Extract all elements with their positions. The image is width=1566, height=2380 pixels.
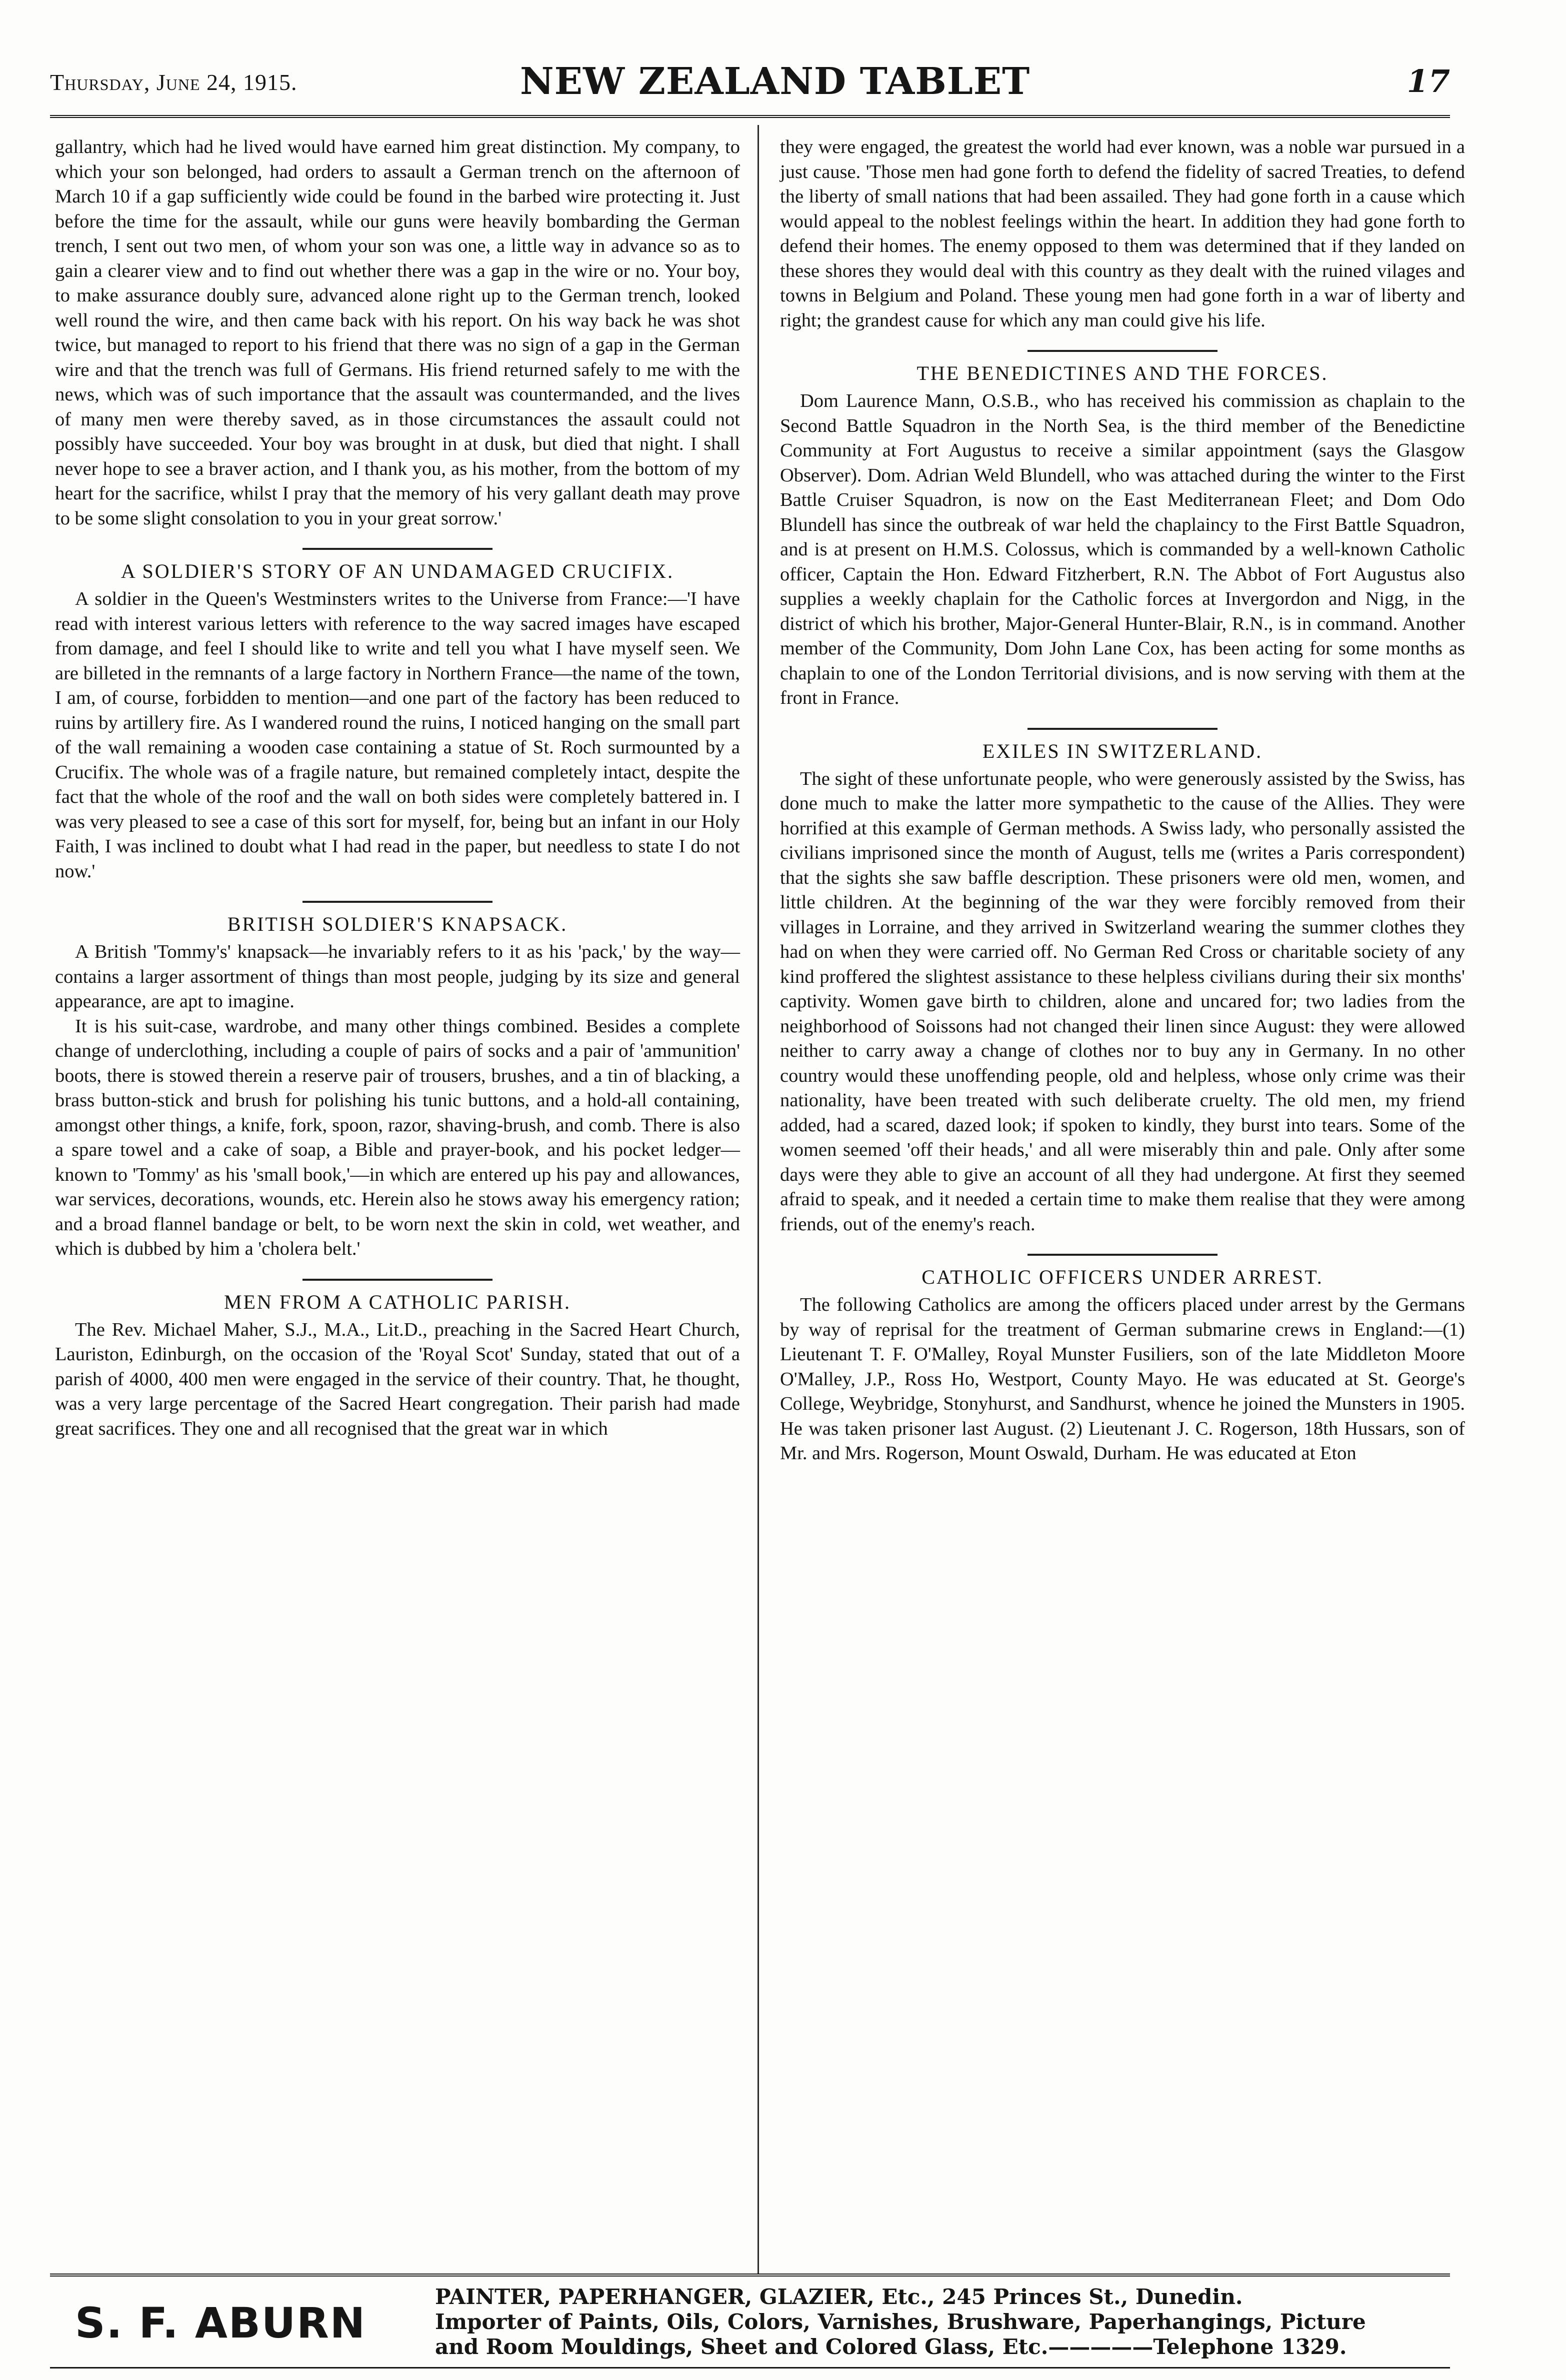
left-column: [55, 135, 740, 1441]
letter-continuation: gallantry, which had he lived would have earned him great distinction. My company, to which your son belonged, had orders to assault a German trench on the afternoon of March 10 if a gap sufficiently wide could be found in the barbed wire protecting it. Just before the time for the assault, while our guns were heavily bombarding the German trench, I sent out two men, of whom your son was one, a little way in advance so as to gain a clearer view and to find out whether there was a gap in the wire or no. Your boy, to make assurance doubly sure, advanced alone right up to the German trench, looked well round the wire, and then came back with his report. On his way back he was shot twice, but managed to report to his friend that there was no sign of a gap in the German wire and that the trench was full of Germans. His friend returned safely to me with the news, which was of such importance that the assault was countermanded, and the lives of many men were thereby saved, as in those circumstances the assault could not possibly have succeeded. Your boy was brought in at dusk, but died that night. I shall never hope to see a braver action, and I thank you, as his mother, from the bottom of my heart for the sacrifice, whilst I pray that the memory of his very gallant death may prove to be some slight consolation to you in your great sorrow.': [55, 136, 740, 529]
article-heading-parish: MEN FROM A CATHOLIC PARISH.: [224, 1290, 572, 1313]
right-column: [780, 135, 1465, 1466]
advertisement: [75, 2285, 1450, 2360]
newspaper-title: NEW ZEALAND TABLET: [520, 60, 1030, 103]
section-divider: [1028, 1254, 1218, 1256]
section-divider: [302, 901, 492, 903]
article-body-knapsack-para1: A British 'Tommy's' knapsack—he invariably refers to it as his 'pack,' by the way—contains a larger assortment of things than most people, judging by its size and general appearance, are apt to imagine.: [55, 941, 740, 1012]
advertisement-line-3: and Room Mouldings, Sheet and Colored Glass, Etc.—————Telephone 1329.: [435, 2335, 1347, 2359]
advertisement-line-2: Importer of Paints, Oils, Colors, Varnishes, Brushware, Paperhangings, Picture: [435, 2310, 1366, 2334]
section-divider: [302, 548, 492, 550]
article-heading-benedictines: THE BENEDICTINES AND THE FORCES.: [916, 362, 1328, 384]
article-body-exiles: The sight of these unfortunate people, who were generously assisted by the Swiss, has done much to make the latter more sympathetic to the cause of the Allies. They were horrified at this example of German methods. A Swiss lady, who personally assisted the civilians imprisoned since the month of August, tells me (writes a Paris correspondent) that the sights she saw baffle description. These prisoners were old men, women, and little children. At the beginning of the war they were forcibly removed from their villages in Lorraine, and they arrived in Switzerland wearing the summer clothes they had on when they were carried off. No German Red Cross or charitable society of any kind proffered the slightest assistance to these helpless civilians during their six months' captivity. Women gave birth to children, alone and uncared for; two ladies from the neighborhood of Soissons had not changed their linen since August: they were allowed neither to carry away a change of clothes nor to buy any in Germany. In no other country would these unoffending people, old and helpless, whose only crime was their nationality, have been treated with such deliberate cruelty. The old men, my friend added, had a scared, dazed look; if spoken to kindly, they burst into tears. Some of the women seemed 'off their heads,' and all were miserably thin and pale. Only after some days were they able to give an account of all they had undergone. At first they seemed afraid to speak, and it needed a certain time to make them realise that they were among friends, out of the enemy's reach.: [780, 768, 1465, 1235]
column-divider: [758, 125, 759, 2275]
article-body-benedictines: Dom Laurence Mann, O.S.B., who has received his commission as chaplain to the Second Battle Squadron in the North Sea, is the third member of the Benedictine Community at Fort Augustus to receive a similar appointment (says the Glasgow Observer). Dom. Adrian Weld Blundell, who was attached during the winter to the First Battle Cruiser Squadron, is now on the East Mediterranean Fleet; and Dom Odo Blundell has since the outbreak of war held the chaplaincy to the First Battle Squadron, and is at present on H.M.S. Colossus, which is commanded by a well-known Catholic officer, Captain the Hon. Edward Fitzherbert, R.N. The Abbot of Fort Augustus also supplies a weekly chaplain for the Catholic forces at Invergordon and Nigg, in the district of which his brother, Major-General Hunter-Blair, R.N., is in command. Another member of the Community, Dom John Lane Cox, has been acting for some months as chaplain to one of the London Territorial divisions, and is now serving with them at the front in France.: [780, 390, 1465, 708]
article-heading-officers: CATHOLIC OFFICERS UNDER ARREST.: [922, 1266, 1324, 1288]
advertiser-name: S. F. ABURN: [75, 2299, 366, 2348]
section-divider: [1028, 728, 1218, 730]
advertisement-top-rule: [50, 2274, 1450, 2277]
article-heading-exiles: EXILES IN SWITZERLAND.: [982, 739, 1263, 762]
article-body-knapsack-para2: It is his suit-case, wardrobe, and many other things combined. Besides a complete change of underclothing, including a couple of pairs of socks and a pair of 'ammunition' boots, there is stowed therein a reserve pair of trousers, brushes, and a tin of blacking, a brass button-stick and brush for polishing his tunic buttons, and a hold-all containing, amongst other things, a knife, fork, spoon, razor, shaving-brush, and comb. There is also a spare towel and a cake of soap, a Bible and prayer-book, and his pocket ledger—known to 'Tommy' as his 'small book,'—in which are entered up his pay and allowances, war services, decorations, wounds, etc. Herein also he stows away his emergency ration; and a broad flannel bandage or belt, to be worn next the skin in cold, wet weather, and which is dubbed by him a 'cholera belt.': [55, 1015, 740, 1259]
page-number: 17: [1406, 63, 1450, 99]
parish-continuation: they were engaged, the greatest the world had ever known, was a noble war pursued in a just cause. 'Those men had gone forth to defend the fidelity of sacred Treaties, to defend the liberty of small nations that had been assailed. They had gone forth in a cause which would appeal to the noblest feelings within the heart. In addition they had gone forth to defend their homes. The enemy opposed to them was determined that if they landed on these shores they would deal with this country as they dealt with the ruined vilages and towns in Belgium and Poland. These young men had gone forth in a war of liberty and right; the grandest cause for which any man could give his life.: [780, 136, 1465, 331]
article-heading-knapsack: BRITISH SOLDIER'S KNAPSACK.: [227, 913, 568, 935]
article-body-parish: The Rev. Michael Maher, S.J., M.A., Lit.D., preaching in the Sacred Heart Church, Lauriston, Edinburgh, on the occasion of the 'Royal Scot' Sunday, stated that out of a parish of 4000, 400 men were engaged in the service of their country. That, he thought, was a very large percentage of the Sacred Heart congregation. Their parish had made great sacrifices. They one and all recognised that the great war in which: [55, 1319, 740, 1439]
section-divider: [1028, 350, 1218, 352]
article-heading-soldier-story: A SOLDIER'S STORY OF AN UNDAMAGED CRUCIFIX.: [120, 560, 674, 582]
section-divider: [302, 1279, 492, 1281]
masthead: [50, 60, 1450, 115]
advertisement-line-1: PAINTER, PAPERHANGER, GLAZIER, Etc., 245 Princes St., Dunedin.: [435, 2285, 1243, 2309]
advertisement-text: [435, 2285, 1445, 2360]
article-body-officers: The following Catholics are among the officers placed under arrest by the Germans by way of reprisal for the treatment of German submarine crews in England:—(1) Lieutenant T. F. O'Malley, Royal Munster Fusiliers, son of the late Middleton Moore O'Malley, J.P., Ross Ho, Westport, County Mayo. He was educated at St. George's College, Weybridge, Stonyhurst, and Sandhurst, whence he joined the Munsters in 1905. He was taken prisoner last August. (2) Lieutenant J. C. Rogerson, 18th Hussars, son of Mr. and Mrs. Rogerson, Mount Oswald, Durham. He was educated at Eton: [780, 1294, 1465, 1464]
masthead-rule: [50, 115, 1450, 118]
advertisement-bottom-rule: [50, 2367, 1450, 2369]
issue-date: Thursday, June 24, 1915.: [50, 69, 298, 95]
article-body-soldier-story: A soldier in the Queen's Westminsters writes to the Universe from France:—'I have read with interest various letters with reference to the way sacred images have escaped from damage, and feel I should like to write and tell you what I have myself seen. We are billeted in the remnants of a large factory in Northern France—the name of the town, I am, of course, forbidden to mention—and one part of the factory has been reduced to ruins by artillery fire. As I wandered round the ruins, I noticed hanging on the small part of the wall remaining a wooden case containing a statue of St. Roch surmounted by a Crucifix. The whole was of a fragile nature, but remained completely intact, despite the fact that the whole of the roof and the wall on both sides were completely battered in. I was very pleased to see a case of this sort for myself, for, being but an infant in our Holy Faith, I was inclined to doubt what I had read in the paper, but needless to state I do not now.': [55, 588, 740, 882]
